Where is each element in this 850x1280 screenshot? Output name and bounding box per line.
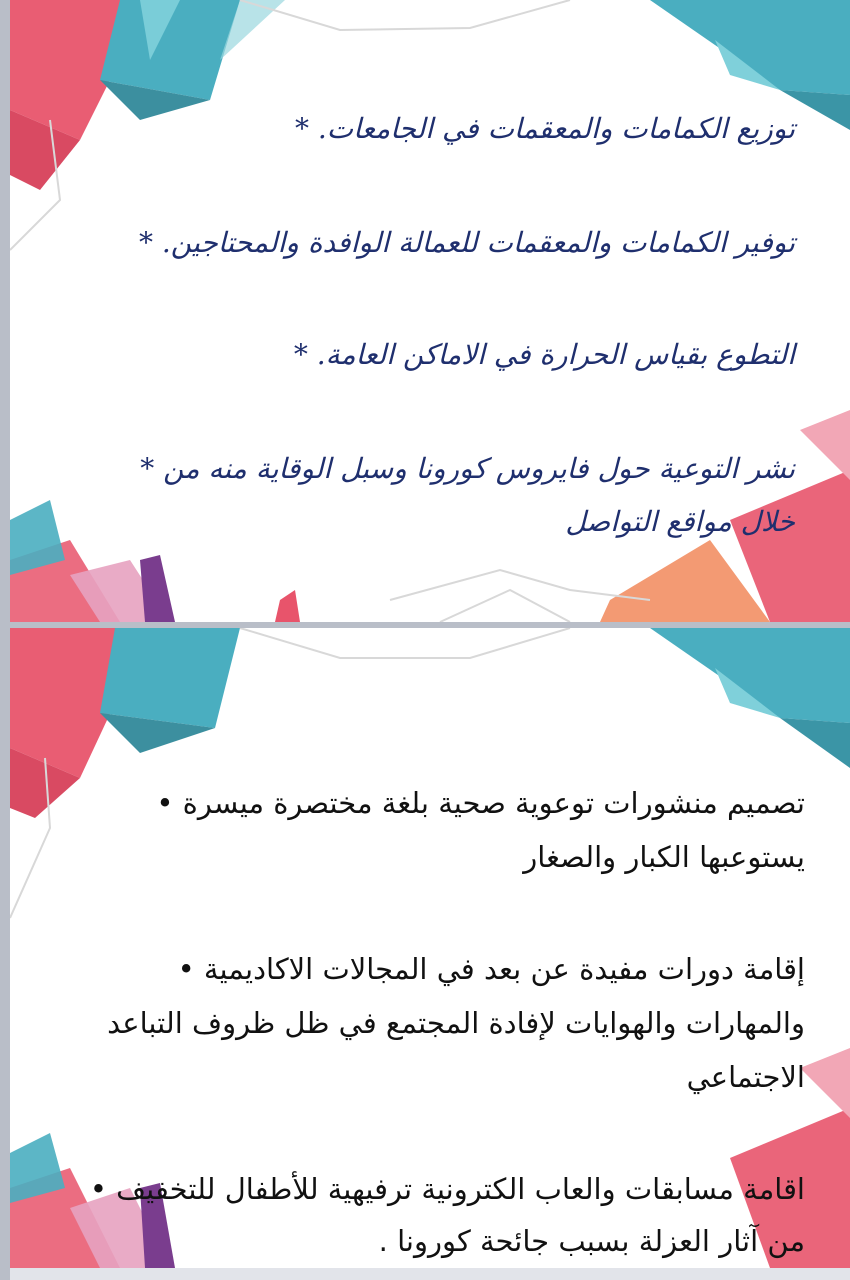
slide-1-item-1: توزيع الكمامات والمعقمات في الجامعات. * (294, 112, 795, 145)
slide-1 (10, 0, 850, 622)
slide-2-item-3-line-2: من آثار العزلة بسبب جائحة كورونا . (378, 1224, 805, 1258)
slide-1-item-3: التطوع بقياس الحرارة في الاماكن العامة. * (293, 338, 795, 371)
slide-2 (10, 628, 850, 1268)
slide-2-item-2-line-1: إقامة دورات مفيدة عن بعد في المجالات الاكاديمية • (177, 952, 805, 986)
slide-1-item-4-line-2: خلال مواقع التواصل (565, 505, 795, 538)
slide-2-item-2-line-2: والمهارات والهوايات لإفادة المجتمع في ظل ظروف التباعد (107, 1006, 805, 1040)
slide-1-item-2: توفير الكمامات والمعقمات للعمالة الوافدة والمحتاجين. * (138, 226, 795, 259)
next-slide-edge (10, 1268, 850, 1280)
slide-1-item-4-line-1: نشر التوعية حول فايروس كورونا وسبل الوقاية منه من * (140, 452, 795, 485)
slide-2-item-1-line-1: تصميم منشورات توعوية صحية بلغة مختصرة ميسرة • (156, 786, 805, 820)
slide-2-item-1-line-2: يستوعبها الكبار والصغار (523, 840, 805, 874)
slide-2-item-3-line-1: اقامة مسابقات والعاب الكترونية ترفيهية للأطفال للتخفيف • (89, 1172, 805, 1206)
slide-2-item-2-line-3: الاجتماعي (686, 1060, 805, 1094)
